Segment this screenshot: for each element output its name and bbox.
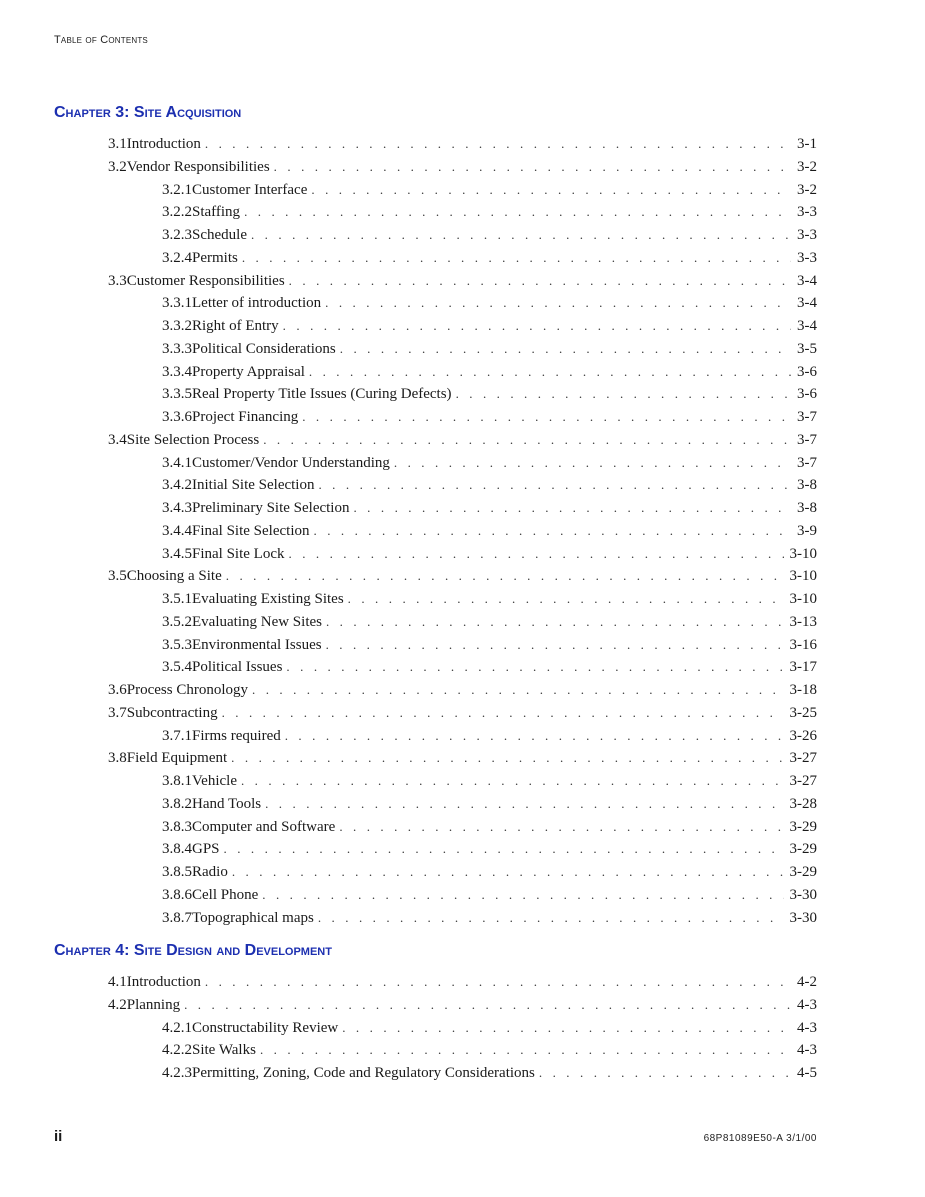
toc-entry-number: 3.3.3 (162, 340, 192, 357)
toc-entry[interactable] (162, 407, 817, 427)
toc-entry-page: 4-2 (797, 974, 817, 990)
dot-leader (326, 635, 784, 655)
toc-entry-page: 3-2 (797, 181, 817, 198)
dot-leader (339, 817, 783, 837)
toc-entry-title: Environmental Issues (192, 636, 322, 653)
toc-entry[interactable] (162, 771, 817, 791)
toc-entry-page: 3-7 (797, 431, 817, 448)
toc-entry-title: Final Site Selection (192, 522, 310, 539)
dot-leader (226, 566, 784, 586)
toc-entry[interactable] (108, 157, 817, 177)
toc-entry-number: 3.3.1 (162, 295, 192, 312)
toc-entry-number: 3.2.3 (162, 227, 192, 243)
dot-leader (456, 384, 791, 404)
toc-entry[interactable] (162, 726, 817, 746)
toc-entry-number: 3.8.7 (162, 909, 192, 926)
dot-leader (314, 521, 792, 541)
toc-entry-number: 3.4.3 (162, 500, 192, 516)
toc-entry-title: Topographical maps (192, 909, 314, 926)
toc-entry-number: 3.4.1 (162, 454, 192, 471)
dot-leader (184, 995, 791, 1015)
toc-entry-number: 3.3.2 (162, 318, 192, 334)
dot-leader (318, 908, 784, 928)
toc-entry-page: 3-10 (789, 591, 817, 607)
dot-leader (340, 339, 791, 359)
toc-entry-page: 3-8 (797, 500, 817, 516)
toc-entry-page: 3-7 (797, 409, 817, 425)
toc-entry-number: 3.5.2 (162, 613, 192, 630)
toc-entry-page: 3-10 (789, 568, 817, 585)
toc-entry[interactable] (162, 612, 817, 632)
toc-entry[interactable] (162, 1018, 817, 1038)
dot-leader (244, 202, 791, 222)
toc-entry-number: 3.2.2 (162, 204, 192, 221)
dot-leader (394, 453, 791, 473)
toc-entry-title: Property Appraisal (192, 363, 305, 380)
toc-entry-number: 3.2.4 (162, 249, 192, 266)
toc-entry-page: 3-29 (789, 841, 817, 858)
toc-entry[interactable] (162, 635, 817, 655)
dot-leader (311, 180, 791, 200)
dot-leader (232, 862, 784, 882)
toc-entry-number: 4.2 (108, 996, 127, 1013)
toc-entry[interactable] (162, 339, 817, 359)
toc-entry-title: Field Equipment (126, 750, 228, 767)
toc-entry[interactable] (108, 748, 817, 768)
dot-leader (325, 293, 791, 313)
toc-entry-page: 3-6 (797, 386, 817, 403)
dot-leader (289, 271, 791, 291)
toc-entry-number: 4.2.3 (162, 1065, 192, 1081)
running-head: Table of Contents (54, 34, 148, 46)
toc-entry-title: Firms required (192, 727, 281, 744)
dot-leader (286, 657, 783, 677)
dot-leader (252, 680, 784, 700)
dot-leader (260, 1040, 791, 1060)
toc-entry-title: Process Chronology (126, 682, 248, 698)
toc-entry-title: Site Walks (192, 1042, 256, 1059)
toc-entry[interactable] (162, 202, 817, 222)
dot-leader (222, 703, 784, 723)
toc-entry-page: 3-4 (797, 295, 817, 312)
dot-leader (302, 407, 791, 427)
dot-leader (285, 726, 784, 746)
toc-entry-page: 3-1 (797, 136, 817, 152)
toc-entry-page: 3-2 (797, 158, 817, 175)
dot-leader (318, 475, 791, 495)
toc-entry-title: Permits (192, 249, 238, 266)
toc-entry-title: Schedule (192, 227, 247, 243)
toc-entry-number: 3.3 (108, 272, 127, 289)
toc-entry-title: Constructability Review (192, 1019, 339, 1036)
toc-entry-title: Radio (192, 864, 228, 880)
toc-entry-page: 3-6 (797, 363, 817, 380)
toc-entry-title: Introduction (126, 974, 201, 990)
toc-entry[interactable] (108, 271, 817, 291)
toc-entry-page: 3-9 (797, 522, 817, 539)
toc-entry-number: 3.4.5 (162, 545, 192, 562)
toc-entry-page: 3-18 (789, 682, 817, 698)
toc-entry-title: Customer Interface (192, 181, 308, 198)
toc-entry[interactable] (108, 680, 817, 700)
toc-entry-page: 3-3 (797, 249, 817, 266)
toc-entry-number: 4.1 (108, 974, 127, 990)
toc-entry-number: 3.8.5 (162, 864, 192, 880)
toc-entry-title: Hand Tools (192, 795, 262, 812)
toc-entry-page: 3-4 (797, 272, 817, 289)
toc-entry-title: Customer Responsibilities (126, 272, 285, 289)
toc-entry-title: Cell Phone (192, 886, 259, 903)
dot-leader (263, 430, 791, 450)
toc-entry-page: 3-10 (789, 545, 817, 562)
toc-entry[interactable] (162, 885, 817, 905)
toc-entry-number: 3.8.4 (162, 841, 192, 858)
toc-entry[interactable] (162, 475, 817, 495)
toc-entry-title: Vendor Responsibilities (126, 158, 270, 175)
dot-leader (224, 839, 784, 859)
toc-entry-number: 4.2.2 (162, 1042, 192, 1059)
toc-entry-page: 3-30 (789, 909, 817, 926)
toc-entry[interactable] (162, 1063, 817, 1083)
toc-entry-number: 3.8.1 (162, 773, 192, 789)
toc-entry-page: 3-28 (789, 795, 817, 812)
toc-entry-number: 3.8.3 (162, 818, 192, 835)
toc-entry[interactable] (162, 544, 817, 564)
toc-entry[interactable] (108, 703, 817, 723)
dot-leader (283, 316, 791, 336)
toc-entry[interactable] (162, 180, 817, 200)
toc-entry-page: 4-3 (797, 1019, 817, 1036)
toc-entry-number: 3.7 (108, 704, 127, 721)
toc-entry[interactable] (162, 862, 817, 882)
toc-entry-page: 3-30 (789, 886, 817, 903)
toc-entry-page: 4-3 (797, 1042, 817, 1059)
toc-entry-page: 3-25 (789, 704, 817, 721)
toc-entry-page: 3-4 (797, 318, 817, 334)
toc-entry-number: 3.2 (108, 158, 127, 175)
dot-leader (274, 157, 791, 177)
toc-entry-title: Permitting, Zoning, Code and Regulatory Considerations (192, 1065, 535, 1081)
toc-entry-title: Choosing a Site (126, 568, 222, 585)
toc-entry[interactable] (162, 293, 817, 313)
dot-leader (231, 748, 783, 768)
dot-leader (342, 1018, 791, 1038)
toc-entry[interactable] (162, 839, 817, 859)
toc-entry-number: 3.4.2 (162, 477, 192, 494)
dot-leader (326, 612, 784, 632)
toc-entry-number: 3.4 (108, 431, 127, 448)
toc-entry[interactable] (108, 134, 817, 154)
dot-leader (348, 589, 784, 609)
toc-entry[interactable] (162, 589, 817, 609)
toc-entry-title: Political Issues (192, 659, 283, 676)
toc-entry-number: 3.8 (108, 750, 127, 767)
toc-entry-number: 4.2.1 (162, 1019, 192, 1036)
dot-leader (242, 248, 791, 268)
dot-leader (539, 1063, 791, 1083)
toc-entry-page: 3-26 (789, 727, 817, 744)
toc-entry-page: 3-27 (789, 750, 817, 767)
toc-entry-number: 3.5.4 (162, 659, 192, 676)
toc-entry-title: Real Property Title Issues (Curing Defects) (192, 386, 452, 403)
toc-entry-number: 3.6 (108, 682, 127, 698)
toc-entry-title: Staffing (192, 204, 241, 221)
toc-entry-number: 3.3.5 (162, 386, 192, 403)
toc-entry[interactable] (162, 521, 817, 541)
toc-entry-page: 3-5 (797, 340, 817, 357)
toc-entry-number: 3.2.1 (162, 181, 192, 198)
toc-entry-title: Right of Entry (192, 318, 279, 334)
toc-entry[interactable] (162, 384, 817, 404)
toc-entry[interactable] (108, 566, 817, 586)
toc-entry-title: Initial Site Selection (192, 477, 315, 494)
dot-leader (309, 362, 791, 382)
chapter-heading: Chapter 3: Site Acquisition (54, 104, 242, 121)
toc-entry[interactable] (162, 453, 817, 473)
footer-page-number: ii (54, 1128, 63, 1145)
toc-entry-number: 3.1 (108, 136, 127, 152)
dot-leader (251, 225, 791, 245)
toc-entry-title: Computer and Software (192, 818, 336, 835)
dot-leader (289, 544, 784, 564)
toc-entry[interactable] (108, 972, 817, 992)
toc-entry-page: 3-27 (789, 773, 817, 789)
toc-entry-number: 3.5 (108, 568, 127, 585)
toc-entry-number: 3.8.6 (162, 886, 192, 903)
footer-doc-id: 68P81089E50-A 3/1/00 (703, 1133, 817, 1144)
toc-entry-page: 3-13 (789, 613, 817, 630)
toc-entry-page: 3-29 (789, 864, 817, 880)
toc-entry-page: 3-8 (797, 477, 817, 494)
toc-entry[interactable] (108, 430, 817, 450)
toc-entry-page: 4-5 (797, 1065, 817, 1081)
toc-entry-title: Political Considerations (192, 340, 336, 357)
toc-entry[interactable] (162, 794, 817, 814)
toc-entry-page: 3-3 (797, 204, 817, 221)
toc-entry-page: 3-7 (797, 454, 817, 471)
toc-entry[interactable] (162, 1040, 817, 1060)
toc-entry-page: 3-29 (789, 818, 817, 835)
toc-entry-title: GPS (192, 841, 220, 858)
dot-leader (353, 498, 791, 518)
toc-entry[interactable] (108, 995, 817, 1015)
toc-entry-title: Introduction (126, 136, 201, 152)
dot-leader (205, 972, 791, 992)
toc-entry-page: 3-17 (789, 659, 817, 676)
toc-entry-number: 3.3.6 (162, 409, 192, 425)
dot-leader (205, 134, 791, 154)
toc-entry-number: 3.5.3 (162, 636, 192, 653)
toc-entry-title: Vehicle (192, 773, 237, 789)
toc-entry-title: Evaluating New Sites (192, 613, 322, 630)
toc-entry-title: Site Selection Process (126, 431, 260, 448)
toc-entry[interactable] (162, 498, 817, 518)
toc-entry-page: 3-3 (797, 227, 817, 243)
toc-entry-number: 3.8.2 (162, 795, 192, 812)
toc-entry-title: Project Financing (192, 409, 299, 425)
toc-entry-title: Planning (126, 996, 181, 1013)
toc-entry[interactable] (162, 362, 817, 382)
toc-entry-title: Final Site Lock (192, 545, 285, 562)
toc-entry-number: 3.5.1 (162, 591, 192, 607)
toc-entry-title: Letter of introduction (192, 295, 322, 312)
dot-leader (265, 794, 783, 814)
toc-entry[interactable] (162, 817, 817, 837)
toc-entry-number: 3.3.4 (162, 363, 192, 380)
toc-entry-number: 3.4.4 (162, 522, 192, 539)
toc-entry-title: Customer/Vendor Understanding (192, 454, 390, 471)
toc-entry-page: 3-16 (789, 636, 817, 653)
toc-entry-title: Evaluating Existing Sites (192, 591, 344, 607)
toc-entry[interactable] (162, 316, 817, 336)
dot-leader (262, 885, 783, 905)
toc-entry-title: Subcontracting (126, 704, 218, 721)
toc-entry[interactable] (162, 657, 817, 677)
toc-entry-title: Preliminary Site Selection (192, 500, 350, 516)
dot-leader (241, 771, 784, 791)
toc-entry[interactable] (162, 248, 817, 268)
toc-entry-number: 3.7.1 (162, 727, 192, 744)
toc-entry[interactable] (162, 908, 817, 928)
toc-entry-page: 4-3 (797, 996, 817, 1013)
chapter-heading: Chapter 4: Site Design and Development (54, 942, 332, 959)
toc-entry[interactable] (162, 225, 817, 245)
